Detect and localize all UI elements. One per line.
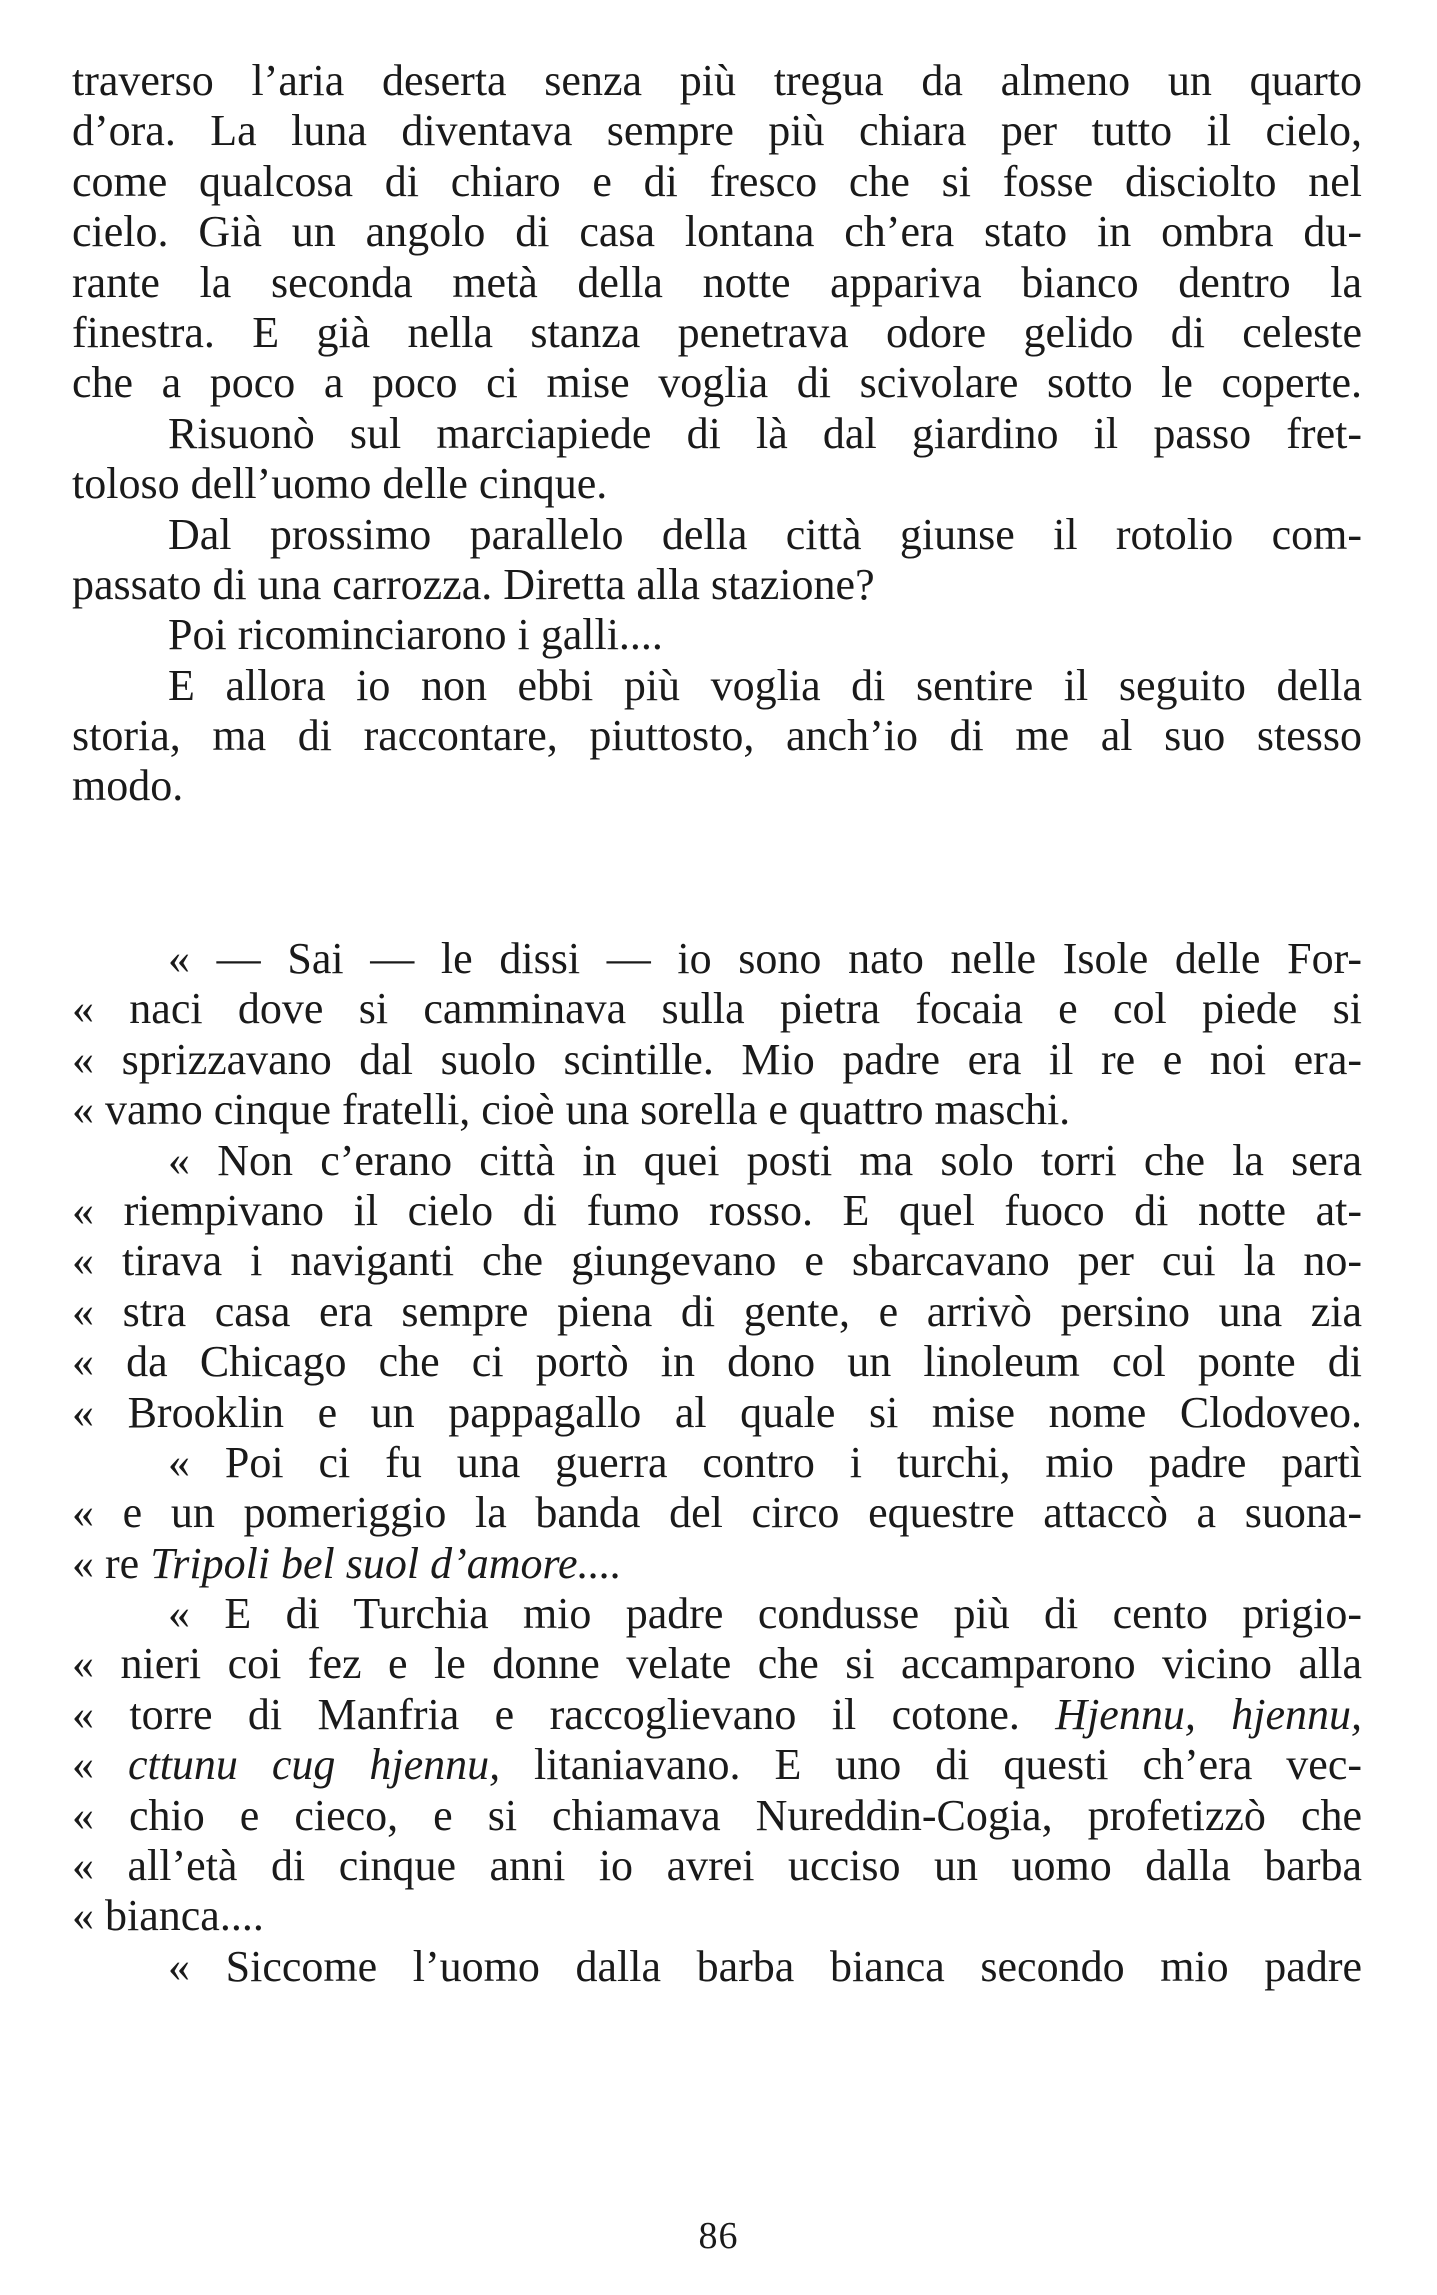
text-line [72, 1539, 1362, 1589]
text-line: « all’età di cinque anni io avrei ucciso un uomo dalla barba [72, 1841, 1362, 1891]
text-line: « nieri coi fez e le donne velate che si accamparono vicino alla [72, 1639, 1362, 1689]
text-line: « bianca.... [72, 1891, 264, 1941]
text-fragment: litaniavano. E uno di questi ch’era vec- [500, 1740, 1363, 1790]
text-line: Dal prossimo parallelo della città giunse il rotolio com- [168, 509, 1362, 559]
text-line: finestra. E già nella stanza penetrava odore gelido di celeste [72, 307, 1362, 357]
text-line: « stra casa era sempre piena di gente, e arrivò persino una zia [72, 1286, 1362, 1336]
text-line: « E di Turchia mio padre condusse più di cento prigio- [168, 1589, 1362, 1639]
text-line: traverso l’aria deserta senza più tregua da almeno un quarto [72, 56, 1362, 105]
story-text [72, 934, 1362, 1992]
text-fragment: « re [72, 1538, 151, 1588]
text-line: « Brooklin e un pappagallo al quale si mise nome Clodoveo. [72, 1387, 1362, 1437]
text-line: « e un pomeriggio la banda del circo equestre attaccò a suona- [72, 1488, 1362, 1538]
text-line: Poi ricominciarono i galli.... [168, 610, 663, 660]
text-fragment: « [72, 1740, 128, 1790]
page-number: 86 [698, 2215, 739, 2257]
song-title: Tripoli bel suol d’amore.... [150, 1538, 622, 1588]
text-line: toloso dell’uomo delle cinque. [72, 459, 608, 509]
text-line [72, 1690, 1362, 1740]
text-line: E allora io non ebbi più voglia di sentire il seguito della [168, 660, 1362, 710]
text-line: d’ora. La luna diventava sempre più chiara per tutto il cielo, [72, 106, 1362, 156]
chant-text: cttunu cug hjennu, [127, 1740, 501, 1790]
text-line: « Siccome l’uomo dalla barba bianca secondo mio padre [168, 1941, 1362, 1991]
text-line: passato di una carrozza. Diretta alla stazione? [72, 559, 875, 609]
text-line: « Non c’erano città in quei posti ma solo torri che la sera [168, 1135, 1362, 1185]
text-line: « vamo cinque fratelli, cioè una sorella e quattro maschi. [72, 1085, 1071, 1135]
text-line: « naci dove si camminava sulla pietra focaia e col piede si [72, 984, 1362, 1034]
text-line: cielo. Già un angolo di casa lontana ch’era stato in ombra du- [72, 207, 1362, 257]
text-line: « da Chicago che ci portò in dono un linoleum col ponte di [72, 1337, 1362, 1387]
text-line: « Poi ci fu una guerra contro i turchi, mio padre partì [168, 1437, 1362, 1487]
text-line: storia, ma di raccontare, piuttosto, anch’io di me al suo stesso [72, 711, 1362, 761]
text-line: come qualcosa di chiaro e di fresco che si fosse disciolto nel [72, 156, 1362, 206]
text-line [72, 1740, 1362, 1790]
text-line: « chio e cieco, e si chiamava Nureddin-Cogia, profetizzò che [72, 1790, 1362, 1840]
chant-text: Hjennu, hjennu, [1055, 1689, 1362, 1739]
opening-text [72, 56, 1362, 812]
text-line: « riempivano il cielo di fumo rosso. E quel fuoco di notte at- [72, 1185, 1362, 1235]
text-line: Risuonò sul marciapiede di là dal giardino il passo fret- [168, 408, 1362, 458]
text-line: modo. [72, 761, 184, 811]
text-line: che a poco a poco ci mise voglia di scivolare sotto le coperte. [72, 358, 1362, 408]
text-fragment: « torre di Manfria e raccoglievano il cotone. [72, 1689, 1056, 1739]
text-line: « sprizzavano dal suolo scintille. Mio padre era il re e noi era- [72, 1034, 1362, 1084]
text-line: rante la seconda metà della notte appariva bianco dentro la [72, 257, 1362, 307]
text-line: « — Sai — le dissi — io sono nato nelle Isole delle For- [168, 934, 1362, 983]
text-line: « tirava i naviganti che giungevano e sbarcavano per cui la no- [72, 1236, 1362, 1286]
